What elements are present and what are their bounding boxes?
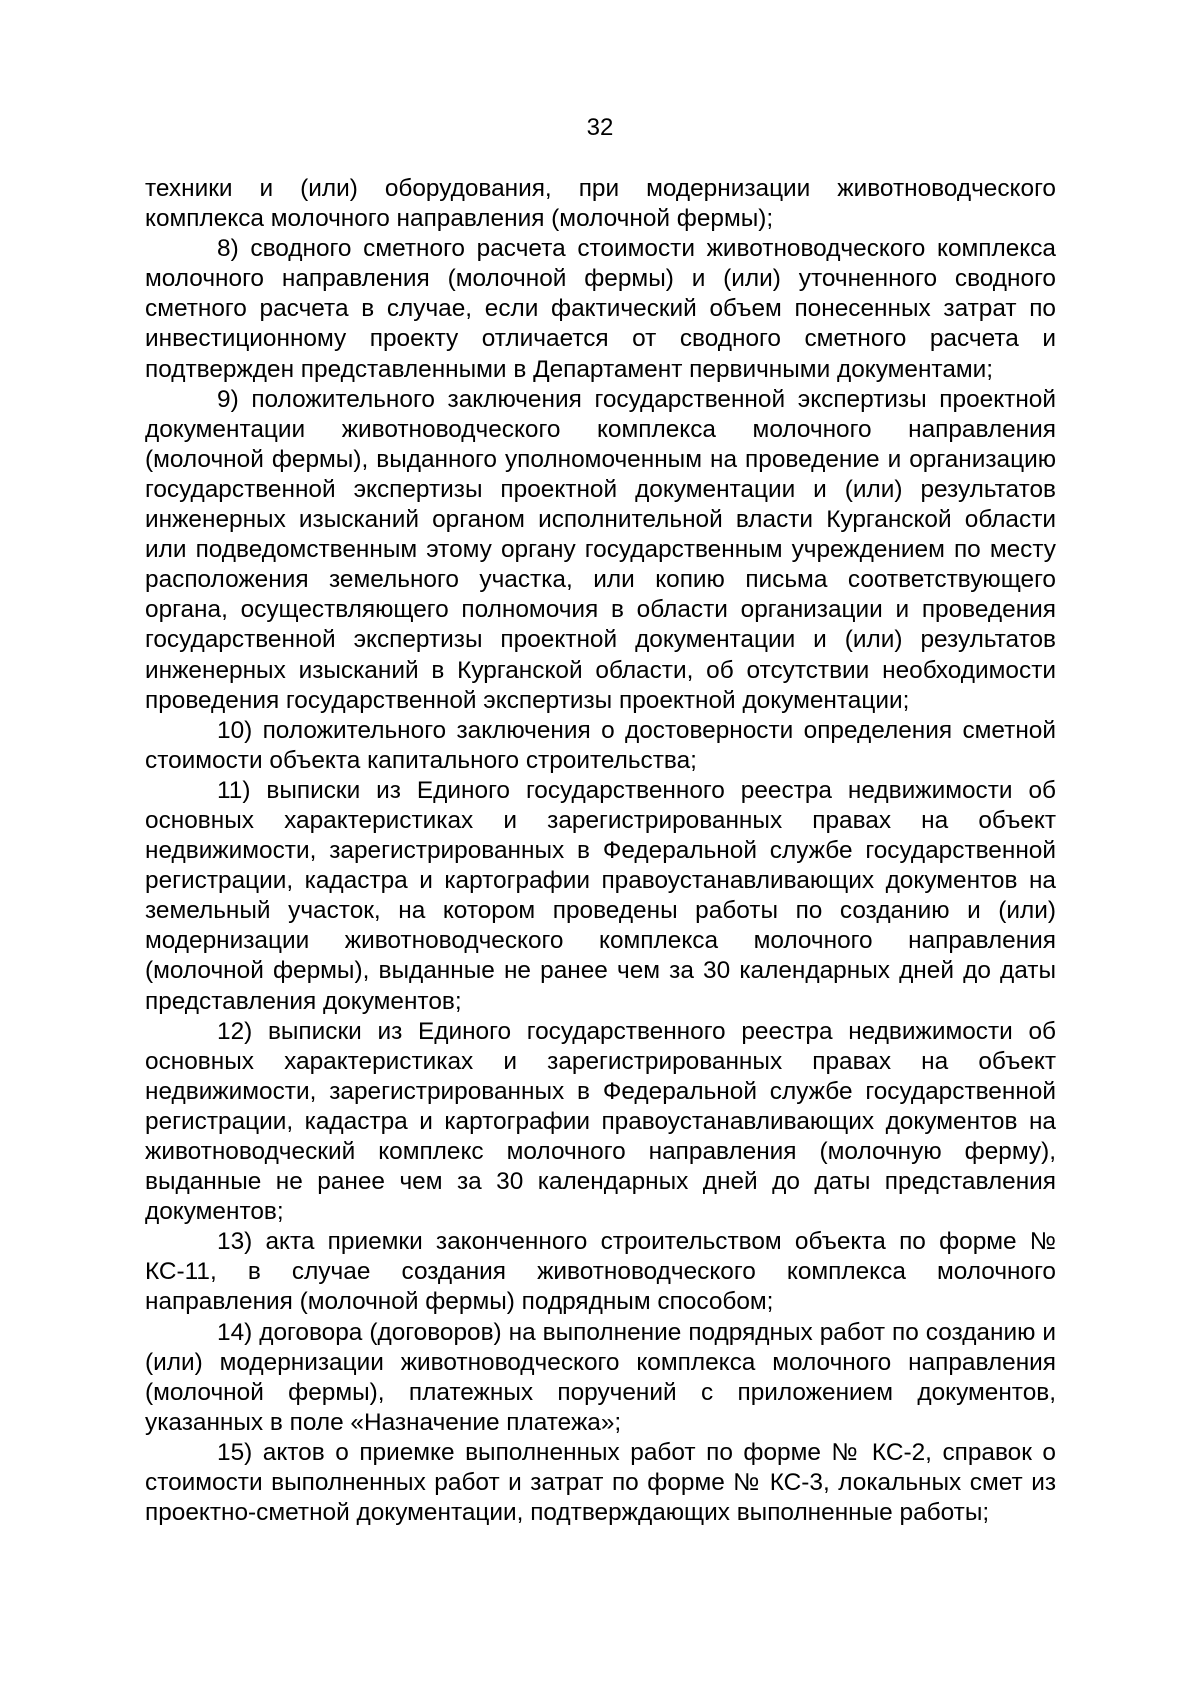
- paragraph-item-15: 15) актов о приемке выполненных работ по форме № КС-2, справок о стоимости выполненных работ и затрат по форме № КС-3, локальных смет из проектно-сметной документации, подтверждающих выполненные работы;: [145, 1438, 1056, 1527]
- paragraph: техники и (или) оборудования, при модернизации животноводческого комплекса молочного направления (молочной фермы);: [145, 175, 1056, 233]
- paragraph-item-12: 12) выписки из Единого государственного реестра недвижимости об основных характеристиках и зарегистрированных правах на объект недвижимости, зарегистрированных в Федеральной службе государственной регистрации, кадастра и картографии правоустанавливающих документов на животноводческий комплекс молочного направления (молочную ферму), выданные не ранее чем за 30 календарных дней до даты представления документов;: [145, 1017, 1056, 1226]
- paragraph-item-14: 14) договора (договоров) на выполнение подрядных работ по созданию и (или) модернизации животноводческого комплекса молочного направления (молочной фермы), платежных поручений с приложением документов, указанных в поле «Назначение платежа»;: [145, 1318, 1056, 1436]
- paragraph-item-13: 13) акта приемки законченного строительством объекта по форме № КС-11, в случае создания животноводческого комплекса молочного направления (молочной фермы) подрядным способом;: [145, 1228, 1056, 1316]
- page-number: 32: [586, 114, 614, 141]
- paragraph-item-11: 11) выписки из Единого государственного реестра недвижимости об основных характеристиках и зарегистрированных правах на объект недвижимости, зарегистрированных в Федеральной службе государственной регистрации, кадастра и картографии правоустанавливающих документов на земельный участок, на котором проведены работы по созданию и (или) модернизации животноводческого комплекса молочного направления (молочной фермы), выданные не ранее чем за 30 календарных дней до даты представления документов;: [145, 776, 1056, 1015]
- paragraph-item-9: 9) положительного заключения государственной экспертизы проектной документации животноводческого комплекса молочного направления (молочной фермы), выданного уполномоченным на проведение и организацию государственной экспертизы проектной документации и (или) результатов инженерных изысканий органом исполнительной власти Курганской области или подведомственным этому органу государственным учреждением по месту расположения земельного участка, или копию письма соответствующего органа, осуществляющего полномочия в области организации и проведения государственной экспертизы проектной документации и (или) результатов инженерных изысканий в Курганской области, об отсутствии необходимости проведения государственной экспертизы проектной документации;: [145, 385, 1056, 714]
- paragraph-item-10: 10) положительного заключения о достоверности определения сметной стоимости объекта капитального строительства;: [145, 716, 1056, 774]
- document-body: [145, 174, 1056, 1528]
- paragraph-item-8: 8) сводного сметного расчета стоимости животноводческого комплекса молочного направления (молочной фермы) и (или) уточненного сводного сметного расчета в случае, если фактический объем понесенных затрат по инвестиционному проекту отличается от сводного сметного расчета и подтвержден представленными в Департамент первичными документами;: [145, 235, 1056, 383]
